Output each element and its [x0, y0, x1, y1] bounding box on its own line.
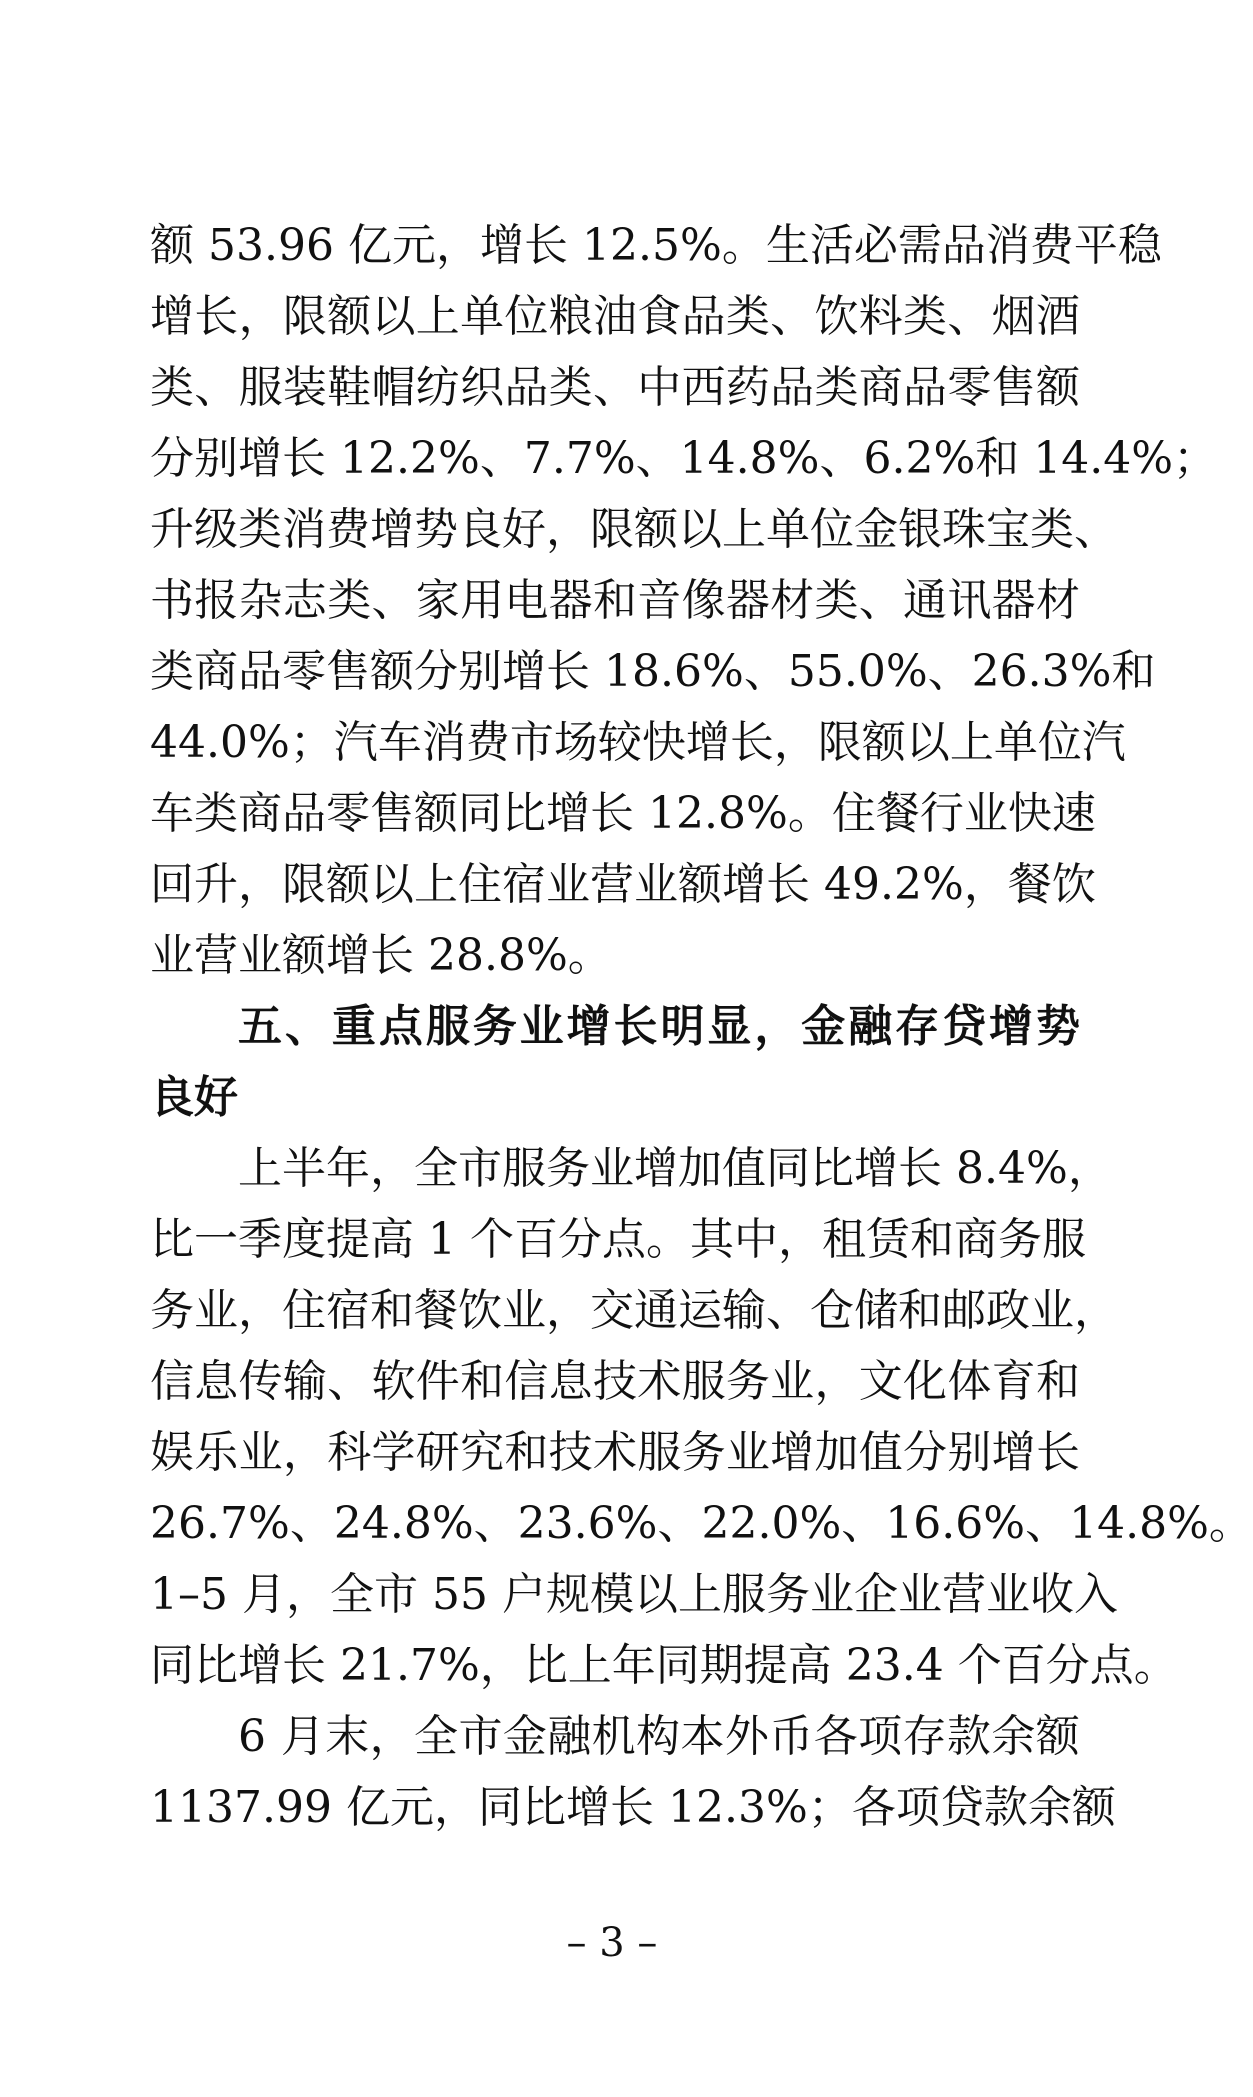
text-line: 类 、 服 装 鞋 帽 纺 织 品 类 、 中 西 药 品 类 商 品 零 售 额: [150, 362, 1080, 413]
text-line: 车 类 商 品 零 售 额 同 比 增 长 1 2 . 8 % 。 住 餐 行 业 快 速: [150, 788, 1096, 839]
text-line: 类 商 品 零 售 额 分 别 增 长 1 8 . 6 % 、 5 5 . 0 % 、 2 6 . 3 % 和: [150, 646, 1156, 697]
text-line: 上 半 年 ， 全 市 服 务 业 增 加 值 同 比 增 长 8 . 4 % ，: [238, 1143, 1112, 1194]
paragraph-financial-deposits: [150, 1701, 1116, 1843]
text-line: 增 长 ， 限 额 以 上 单 位 粮 油 食 品 类 、 饮 料 类 、 烟 酒: [150, 291, 1080, 342]
paragraph-retail-consumption: [150, 210, 1218, 991]
text-line: 同比增长 21.7%，比上年同期提高 23.4 个百分点。: [150, 1640, 1178, 1691]
text-line: 业营业额增长 28.8%。: [150, 930, 612, 981]
paragraph-services-growth: [150, 1133, 1253, 1701]
page-number: – 3 –: [566, 1920, 658, 1966]
document-body: [150, 210, 1253, 1843]
text-line: 比 一 季 度 提 高 1 个 百 分 点 。 其 中 ， 租 赁 和 商 务 服: [150, 1214, 1086, 1265]
text-line: 额 5 3 . 9 6 亿 元 ， 增 长 1 2 . 5 % 。 生 活 必 需 品 消 费 平 稳: [150, 220, 1162, 271]
text-line: 娱 乐 业 ， 科 学 研 究 和 技 术 服 务 业 增 加 值 分 别 增 长: [150, 1427, 1080, 1478]
text-line: 1 – 5 月 ， 全 市 5 5 户 规 模 以 上 服 务 业 企 业 营 业 收 入: [150, 1569, 1118, 1620]
text-line: 1 1 3 7 . 9 9 亿 元 ， 同 比 增 长 1 2 . 3 % ； 各 项 贷 款 余 额: [150, 1782, 1116, 1833]
text-line: 6 月 末 ， 全 市 金 融 机 构 本 外 币 各 项 存 款 余 额: [238, 1711, 1080, 1762]
text-line: 回 升 ， 限 额 以 上 住 宿 业 营 业 额 增 长 4 9 . 2 % ， 餐 饮: [150, 859, 1096, 910]
text-line: 分 别 增 长 1 2 . 2 % 、 7 . 7 % 、 1 4 . 8 % 、 6 . 2 % 和 1 4 . 4 % ；: [150, 433, 1218, 484]
heading-line: 五 、 重 点 服 务 业 增 长 明 显 ， 金 融 存 贷 增 势: [238, 1001, 1080, 1052]
text-line: 书 报 杂 志 类 、 家 用 电 器 和 音 像 器 材 类 、 通 讯 器 材: [150, 575, 1080, 626]
text-line: 4 4 . 0 % ； 汽 车 消 费 市 场 较 快 增 长 ， 限 额 以 上 单 位 汽: [150, 717, 1126, 768]
text-line: 2 6 . 7 % 、 2 4 . 8 % 、 2 3 . 6 % 、 2 2 . 0 % 、 1 6 . 6 % 、 1 4 . 8 % 。: [150, 1498, 1253, 1549]
section-heading-5: [150, 991, 1080, 1133]
heading-line: 良好: [150, 1072, 238, 1123]
text-line: 升 级 类 消 费 增 势 良 好 ， 限 额 以 上 单 位 金 银 珠 宝 类 、: [150, 504, 1118, 555]
text-line: 务 业 ， 住 宿 和 餐 饮 业 ， 交 通 运 输 、 仓 储 和 邮 政 业 ，: [150, 1285, 1118, 1336]
text-line: 信 息 传 输 、 软 件 和 信 息 技 术 服 务 业 ， 文 化 体 育 和: [150, 1356, 1080, 1407]
